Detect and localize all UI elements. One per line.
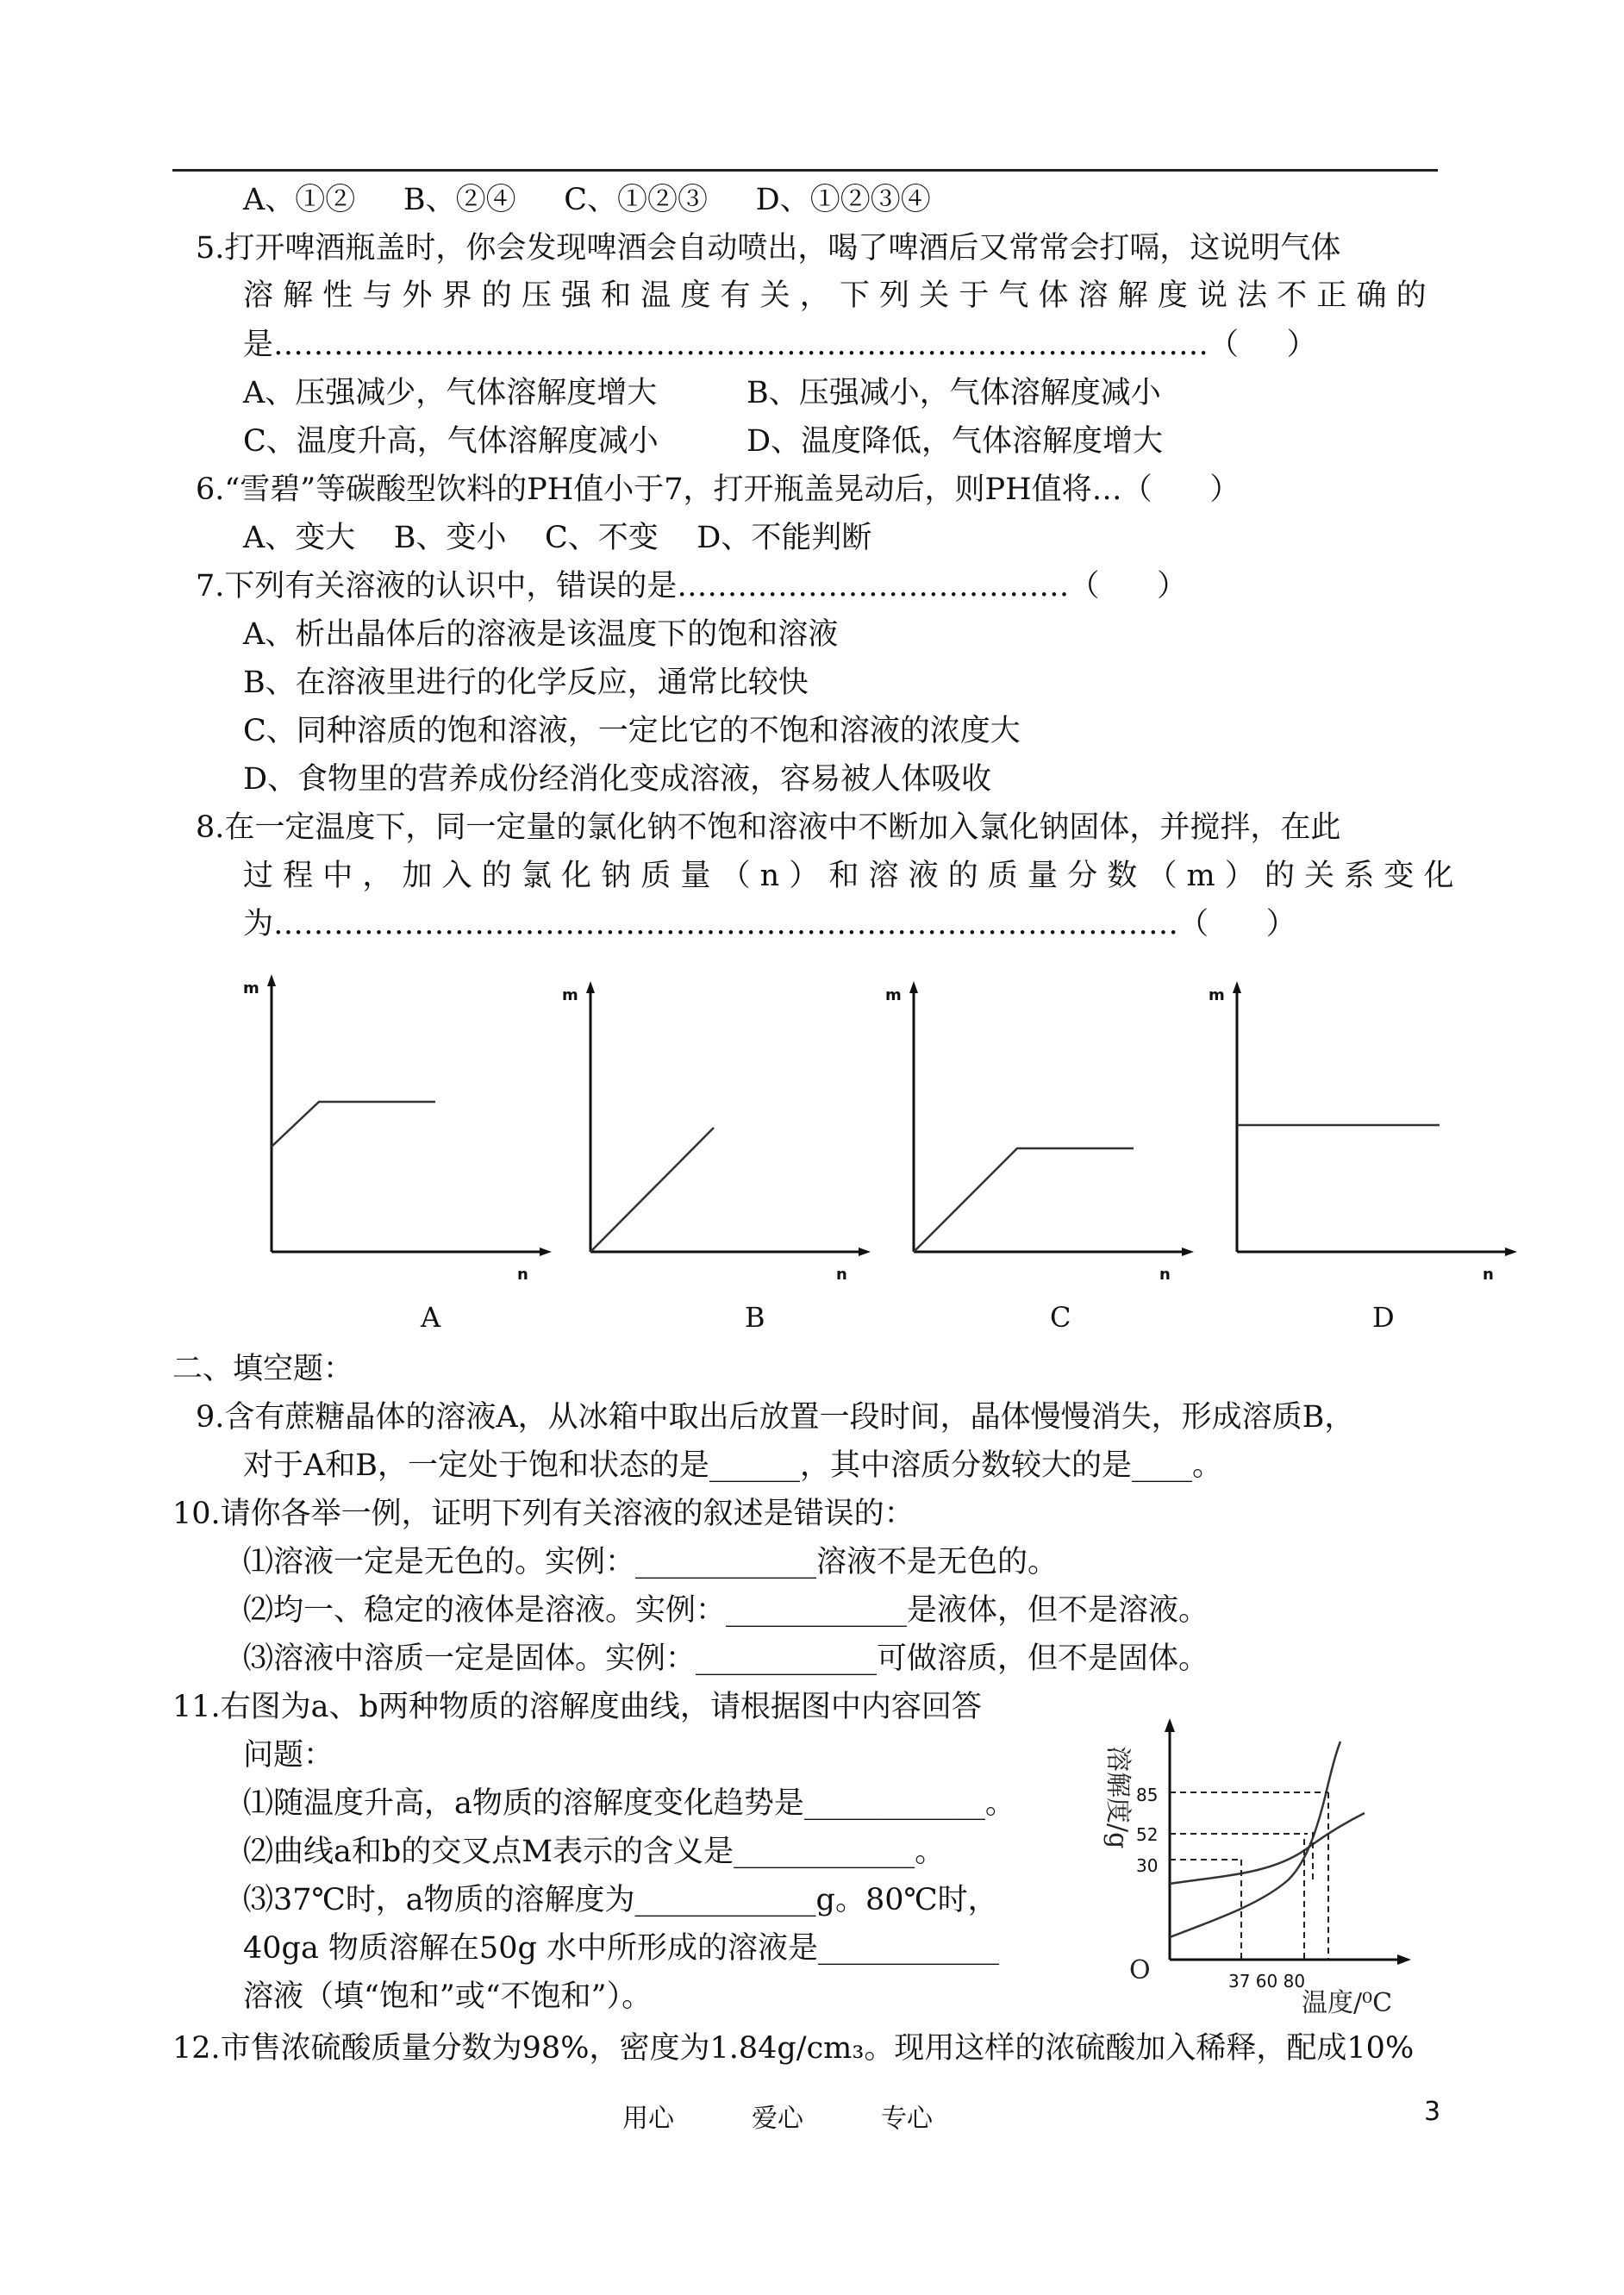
q7-option-b: B、在溶液里进行的化学反应，通常比较快 <box>243 666 809 700</box>
q9-line1: 9.含有蔗糖晶体的溶液A，从冰箱中取出后放置一段时间，晶体慢慢消失，形成溶质B， <box>196 1400 1355 1435</box>
q8-line3: 为………………………………………………………………………………（ ） <box>243 907 1296 941</box>
graph-d-x-label: n <box>1483 1266 1494 1284</box>
graph-d-y-label: m <box>1209 986 1225 1004</box>
q7-line1: 7.下列有关溶液的认识中，错误的是…………………………………（ ） <box>196 569 1188 603</box>
q5-option-a: A、压强减少，气体溶解度增大 <box>243 376 658 410</box>
footer-left: 用心 <box>622 2104 674 2134</box>
graph-b-y-label: m <box>562 986 578 1004</box>
q10-item3: ⑶溶液中溶质一定是固体。实例：____________可做溶质，但不是固体。 <box>243 1642 1209 1676</box>
graph-d-caption: D <box>1372 1301 1395 1334</box>
graph-c-caption: C <box>1050 1301 1071 1334</box>
graph-c-y-label: m <box>885 986 902 1004</box>
q5-line2: 溶 解 性 与 外 界 的 压 强 和 温 度 有 关 ， 下 列 关 于 气 体 溶 解 度 说 法 不 正 确 的 <box>243 278 1427 313</box>
q5-line3: 是…………………………………………………………………………………（ ） <box>243 328 1317 362</box>
origin-label: O <box>1129 1955 1151 1985</box>
q7-option-a: A、析出晶体后的溶液是该温度下的饱和溶液 <box>243 617 839 652</box>
x-axis-label: 温度/⁰C <box>1302 1988 1393 2018</box>
graph-b-x-label: n <box>836 1266 847 1284</box>
q5-option-b: B、压强减小，气体溶解度减小 <box>746 376 1161 410</box>
prev-question-options: A、①② B、②④ C、①②③ D、①②③④ <box>243 183 931 217</box>
solubility-chart <box>1090 1703 1452 2018</box>
footer-middle: 爱心 <box>752 2104 803 2134</box>
graph-a <box>224 974 552 1302</box>
graph-d <box>1190 974 1517 1302</box>
q5-option-c: C、温度升高，气体溶解度减小 <box>243 424 659 459</box>
q10-line1: 10.请你各举一例，证明下列有关溶液的叙述是错误的： <box>172 1497 915 1531</box>
q8-line1: 8.在一定温度下，同一定量的氯化钠不饱和溶液中不断加入氯化钠固体，并搅拌，在此 <box>196 810 1341 845</box>
ytick-30: 30 <box>1136 1855 1159 1876</box>
q8-line2: 过 程 中 ， 加 入 的 氯 化 钠 质 量 （ n ） 和 溶 液 的 质 量 分 数 （ m ） 的 关 系 变 化 <box>243 859 1454 893</box>
header-rule <box>172 169 1438 172</box>
q7-option-d: D、食物里的营养成份经消化变成溶液，容易被人体吸收 <box>243 762 992 797</box>
q11-item2: ⑵曲线a和b的交叉点M表示的含义是____________。 <box>243 1835 946 1869</box>
section-fill-in-title: 二、填空题： <box>172 1352 354 1386</box>
q5-option-d: D、温度降低，气体溶解度增大 <box>746 424 1164 459</box>
graph-a-x-label: n <box>517 1266 528 1284</box>
q11-line1: 11.右图为a、b两种物质的溶解度曲线，请根据图中内容回答 <box>172 1690 982 1724</box>
q11-item4: 40ga 物质溶解在50g 水中所形成的溶液是____________ <box>243 1931 1000 1966</box>
q6-line1: 6.“雪碧”等碳酸型饮料的PH值小于7，打开瓶盖晃动后，则PH值将…（ ） <box>196 472 1240 507</box>
y-axis-label: 溶解度/g <box>1102 1746 1133 1849</box>
q10-item1: ⑴溶液一定是无色的。实例：____________溶液不是无色的。 <box>243 1545 1059 1579</box>
xticks: 37 60 80 <box>1228 1971 1306 1992</box>
graph-a-caption: A <box>421 1301 441 1334</box>
graph-b <box>543 974 871 1302</box>
q10-item2: ⑵均一、稳定的液体是溶液。实例：____________是液体，但不是溶液。 <box>243 1593 1209 1628</box>
graph-c-x-label: n <box>1159 1266 1171 1284</box>
footer-right: 专心 <box>881 2104 933 2134</box>
curve-a <box>1170 1742 1340 1937</box>
q7-option-c: C、同种溶质的饱和溶液，一定比它的不饱和溶液的浓度大 <box>243 714 1021 748</box>
q6-options: A、变大 B、变小 C、不变 D、不能判断 <box>243 521 872 555</box>
q5-line1: 5.打开啤酒瓶盖时，你会发现啤酒会自动喷出，喝了啤酒后又常常会打嗝，这说明气体 <box>196 231 1341 266</box>
graph-a-y-label: m <box>243 979 259 997</box>
ytick-85: 85 <box>1136 1785 1159 1805</box>
ytick-52: 52 <box>1136 1824 1159 1845</box>
curve-b <box>1170 1813 1365 1884</box>
q11-item3: ⑶37℃时，a物质的溶解度为____________g。80℃时， <box>243 1883 998 1917</box>
q12-line1: 12.市售浓硫酸质量分数为98%，密度为1.84g/cm₃。现用这样的浓硫酸加入稀释，配成10% <box>172 2031 1415 2066</box>
q11-item1: ⑴随温度升高，a物质的溶解度变化趋势是____________。 <box>243 1786 1015 1821</box>
graph-c <box>866 974 1194 1302</box>
page-number: 3 <box>1424 2097 1441 2127</box>
graph-b-caption: B <box>745 1301 765 1334</box>
q11-line2: 问题： <box>243 1738 334 1773</box>
q9-line2: 对于A和B，一定处于饱和状态的是______，其中溶质分数较大的是____。 <box>243 1448 1222 1483</box>
q11-item5: 溶液（填“饱和”或“不饱和”）。 <box>243 1979 653 2014</box>
